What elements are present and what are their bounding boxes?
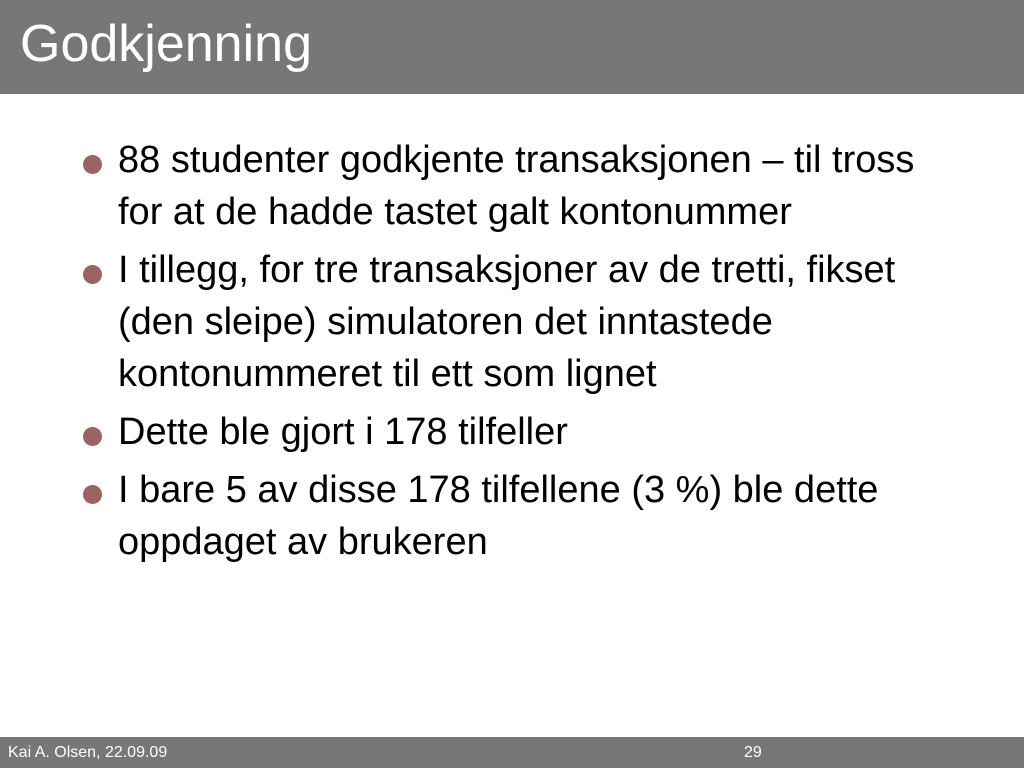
bullet-list xyxy=(78,134,958,574)
page-number: 29 xyxy=(744,744,762,761)
footer-bar xyxy=(0,737,1024,768)
bullet-item xyxy=(78,464,958,568)
bullet-text: I bare 5 av disse 178 tilfellene (3 %) ble dette oppdaget av brukeren xyxy=(118,469,879,563)
bullet-item xyxy=(78,244,958,400)
bullet-dot-icon xyxy=(83,485,102,504)
bullet-text: 88 studenter godkjente transaksjonen – til tross for at de hadde tastet galt kontonummer xyxy=(118,139,915,233)
bullet-item xyxy=(78,406,958,458)
bullet-dot-icon xyxy=(83,427,102,446)
bullet-text: I tillegg, for tre transaksjoner av de tretti, fikset (den sleipe) simulatoren det inntastede kontonummeret til ett som lignet xyxy=(118,249,896,395)
bullet-item xyxy=(78,134,958,238)
bullet-dot-icon xyxy=(83,265,102,284)
footer-author-date: Kai A. Olsen, 22.09.09 xyxy=(8,744,168,761)
slide-title: Godkjenning xyxy=(20,15,312,73)
bullet-dot-icon xyxy=(83,155,102,174)
title-bar xyxy=(0,0,1024,94)
bullet-text: Dette ble gjort i 178 tilfeller xyxy=(118,411,568,453)
